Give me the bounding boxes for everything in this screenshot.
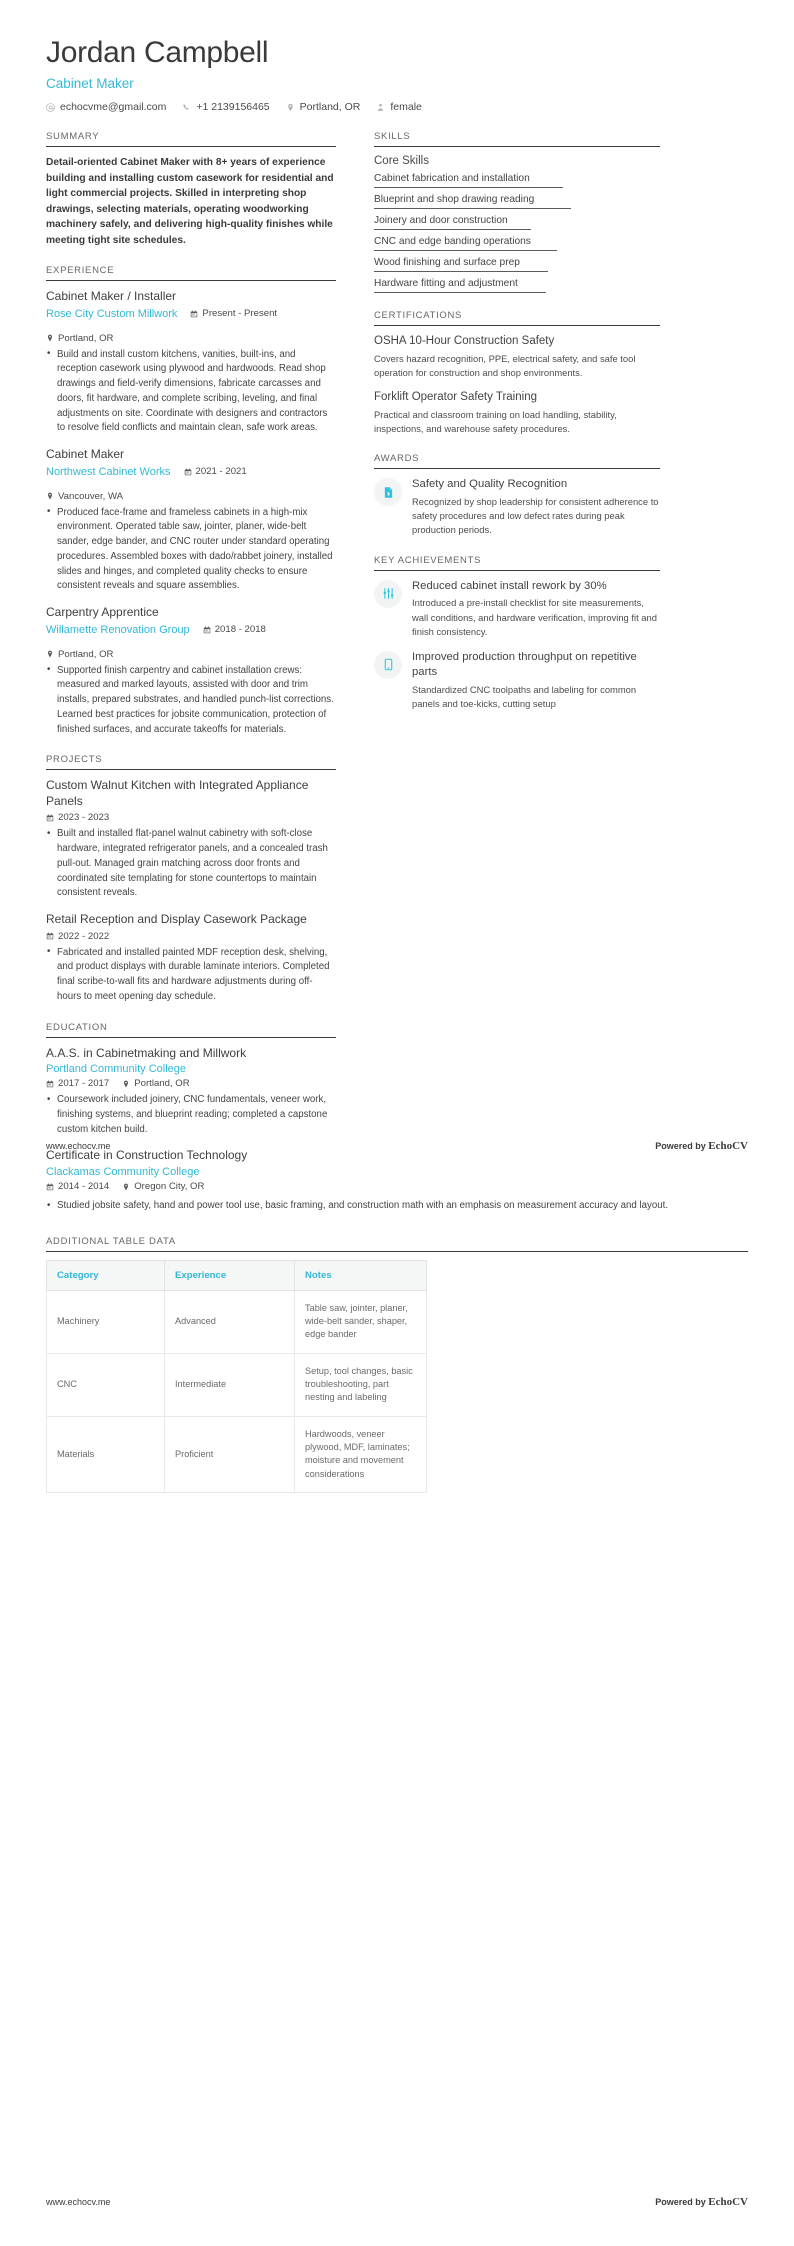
icon-row-title: Safety and Quality Recognition [412, 478, 568, 491]
entry-title: A.A.S. in Cabinetmaking and Millwork [46, 1045, 247, 1060]
list-item: • Supported finish carpentry and cabinet installation crews: measured and marked layouts, assisted with door and trim installs, prepared substrates, and handled punch-list corrections. Learned best practices for jobsite communication, protection of finished surfaces, and accurate takeoffs for materials. [46, 664, 336, 738]
entry-dates: 2023 - 2023 [46, 812, 109, 823]
skill-item [374, 173, 660, 188]
skills-group-label: Core Skills [374, 155, 429, 167]
experience-heading: EXPERIENCE [46, 265, 336, 281]
table-cell: Table saw, jointer, planer, wide-belt sander, shaper, edge bander [295, 1290, 427, 1353]
list-item: • Build and install custom kitchens, vanities, built-ins, and reception casework using plywood and hardwoods. Read shop drawings and field-verify dimensions, fabricate carcasses and doors, fit hardware, and complete scribing, leveling, and final adjustments on site. Coordinate with designers and contractors to resolve field conflicts and maintain clean, safe work areas. [46, 348, 336, 436]
skills-heading: SKILLS [374, 131, 660, 147]
continuation-block [0, 1195, 794, 1493]
experience-entry [46, 447, 336, 594]
entry-bullets [46, 506, 336, 594]
skill-item [374, 278, 660, 293]
skill-item [374, 194, 660, 209]
experience-entry [46, 289, 336, 436]
section-experience [46, 265, 336, 737]
contact-phone[interactable] [182, 101, 269, 113]
list-item: • Studied jobsite safety, hand and power tool use, basic framing, and construction math with an emphasis on measurement accuracy and layout. [46, 1199, 748, 1214]
entry-dates: 2014 - 2014 [46, 1181, 109, 1192]
skill-level-bar [374, 271, 548, 272]
table-row [47, 1290, 427, 1353]
certifications-heading: CERTIFICATIONS [374, 310, 660, 326]
entry-dates: 2022 - 2022 [46, 931, 109, 942]
skill-item [374, 257, 660, 272]
calendar-icon [46, 814, 54, 822]
entry-organization[interactable]: Willamette Renovation Group [46, 623, 190, 636]
entry-meta [46, 1181, 336, 1192]
list-item: • Produced face-frame and frameless cabinets in a high-mix environment. Operated table saw, jointer, planer, wide-belt sander, edge bander, and CNC router under standard operating procedures. Assembled boxes with dado/rabbet joinery, installed slides and hinges, and completed quality checks to ensure consistent reveals and square assemblies. [46, 506, 336, 594]
tablet-icon [374, 651, 402, 679]
entry-title: Retail Reception and Display Casework Package [46, 912, 307, 927]
contact-gender[interactable] [376, 101, 422, 113]
footer-brand-name: EchoCV [708, 1140, 748, 1152]
skill-item [374, 215, 660, 230]
skill-label: Joinery and door construction [374, 215, 508, 226]
entry-title: Carpentry Apprentice [46, 605, 159, 619]
entry-organization[interactable]: Clackamas Community College [46, 1166, 200, 1179]
location-pin-icon [122, 1183, 130, 1191]
sliders-icon [382, 587, 395, 600]
skill-level-bar [374, 229, 531, 230]
phone-icon [182, 103, 191, 112]
icon-row-body [412, 579, 660, 639]
entry-location: Vancouver, WA [46, 491, 123, 502]
contact-email-value: echocvme@gmail.com [60, 101, 167, 113]
table-cell: Hardwoods, veneer plywood, MDF, laminates; moisture and movement considerations [295, 1416, 427, 1492]
document-award-icon [374, 478, 402, 506]
list-item: • Built and installed flat-panel walnut cabinetry with soft-close hardware, integrated refrigerator panels, and a concealed trash pull-out. Managed grain matching across door fronts and coordinated site templating for stone countertops to maintain consistent reveals. [46, 827, 336, 901]
entry-bullets [46, 827, 336, 901]
experience-list [46, 289, 336, 737]
entry-location: Portland, OR [122, 1078, 189, 1089]
contact-location-value: Portland, OR [299, 101, 361, 113]
section-additional-table [46, 1236, 748, 1493]
projects-heading: PROJECTS [46, 754, 336, 770]
entry-meta [46, 931, 336, 942]
certification-name: OSHA 10-Hour Construction Safety [374, 335, 555, 347]
education-heading: EDUCATION [46, 1022, 336, 1038]
section-key-achievements [374, 555, 660, 711]
entry-title: Certificate in Construction Technology [46, 1148, 248, 1163]
entry-dates: 2017 - 2017 [46, 1078, 109, 1089]
additional-table-heading: ADDITIONAL TABLE DATA [46, 1236, 748, 1252]
footer-site-url[interactable]: www.echocv.me [46, 1141, 111, 1151]
table-column-header: Notes [295, 1260, 427, 1290]
footer-brand [655, 2196, 748, 2208]
location-pin-icon [46, 492, 54, 500]
entry-location: Portland, OR [46, 333, 113, 344]
education-entry [46, 1046, 336, 1138]
entry-meta [46, 624, 336, 660]
entry-title: Custom Walnut Kitchen with Integrated Appliance Panels [46, 778, 309, 808]
projects-list [46, 778, 336, 1004]
footer-powered-by-label: Powered by [655, 1141, 709, 1151]
section-awards [374, 453, 660, 537]
table-header-row [47, 1260, 427, 1290]
page-footer-1 [46, 1140, 748, 1152]
summary-text: Detail-oriented Cabinet Maker with 8+ years of experience building and installing custom casework for residential and light commercial projects. Skilled in interpreting shop drawings, selecting materials, operating woodworking machinery safely, and delivering high-quality finishes while meeting tight site schedules. [46, 157, 334, 246]
table-column-header: Experience [165, 1260, 295, 1290]
entry-dates: 2021 - 2021 [184, 466, 247, 477]
entry-bullets [46, 946, 336, 1005]
table-column-header: Category [47, 1260, 165, 1290]
skills-list [374, 173, 660, 293]
footer-powered-by-label: Powered by [655, 2197, 709, 2207]
entry-meta [46, 308, 336, 344]
footer-brand-name: EchoCV [708, 2196, 748, 2208]
section-skills [374, 131, 660, 293]
email-icon [46, 103, 55, 112]
table-cell: Setup, tool changes, basic troubleshooting, part nesting and labeling [295, 1353, 427, 1416]
additional-data-table [46, 1260, 427, 1493]
table-cell: Proficient [165, 1416, 295, 1492]
skill-level-bar [374, 292, 546, 293]
footer-site-url[interactable]: www.echocv.me [46, 2197, 111, 2207]
table-cell: Materials [47, 1416, 165, 1492]
tablet-icon [382, 658, 395, 671]
key-achievements-heading: KEY ACHIEVEMENTS [374, 555, 660, 571]
icon-row [374, 650, 660, 711]
table-cell: Advanced [165, 1290, 295, 1353]
table-row [47, 1416, 427, 1492]
entry-bullets [46, 1093, 336, 1137]
right-column [374, 131, 660, 728]
person-icon [376, 103, 385, 112]
icon-row-title: Reduced cabinet install rework by 30% [412, 579, 607, 592]
icon-row-description: Standardized CNC toolpaths and labeling for common panels and toe-kicks, cutting setup [412, 683, 637, 709]
skill-label: CNC and edge banding operations [374, 236, 531, 247]
icon-row [374, 579, 660, 639]
section-summary [46, 131, 336, 248]
icon-row-body [412, 650, 660, 711]
experience-entry [46, 605, 336, 737]
skill-label: Blueprint and shop drawing reading [374, 194, 535, 205]
sliders-icon [374, 580, 402, 608]
icon-row-title: Improved production throughput on repetitive parts [412, 650, 637, 678]
left-column [46, 131, 336, 1209]
education-list [46, 1046, 336, 1192]
certification-item [374, 334, 660, 380]
project-entry [46, 778, 336, 901]
certification-name: Forklift Operator Safety Training [374, 391, 537, 404]
location-pin-icon [46, 650, 54, 658]
entry-title: Cabinet Maker / Installer [46, 289, 177, 303]
page-footer-2 [46, 2196, 748, 2208]
calendar-icon [46, 1080, 54, 1088]
entry-organization[interactable]: Rose City Custom Millwork [46, 307, 178, 320]
achievements-list [374, 579, 660, 711]
icon-row-body [412, 477, 660, 537]
calendar-icon [184, 468, 192, 476]
awards-heading: AWARDS [374, 453, 660, 469]
skill-level-bar [374, 187, 563, 188]
awards-list [374, 477, 660, 537]
icon-row-description: Introduced a pre-install checklist for site measurements, wall conditions, and hardware verification, improving fit and finish consistency. [412, 597, 657, 637]
calendar-icon [46, 1183, 54, 1191]
contact-location[interactable] [286, 101, 361, 113]
table-cell: CNC [47, 1353, 165, 1416]
table-cell: Machinery [47, 1290, 165, 1353]
table-body [47, 1290, 427, 1492]
education-entry [46, 1148, 336, 1192]
document-award-icon [382, 486, 395, 499]
project-entry [46, 912, 336, 1005]
contact-email[interactable] [46, 101, 166, 113]
skill-level-bar [374, 250, 557, 251]
contact-phone-value: +1 2139156465 [196, 101, 270, 113]
entry-title: Cabinet Maker [46, 447, 125, 461]
entry-dates: Present - Present [190, 308, 277, 319]
section-certifications [374, 310, 660, 436]
certification-item [374, 390, 660, 436]
entry-bullets [46, 664, 336, 738]
resume-header [0, 0, 794, 113]
table-row [47, 1353, 427, 1416]
skill-label: Wood finishing and surface prep [374, 257, 520, 268]
certification-description: Covers hazard recognition, PPE, electrical safety, and safe tool operation for construction and shop environments. [374, 352, 636, 379]
icon-row [374, 477, 660, 537]
skill-item [374, 236, 660, 251]
footer-brand [655, 1140, 748, 1152]
certification-description: Practical and classroom training on load handling, stability, inspections, and warehouse safety procedures. [374, 409, 617, 435]
entry-meta [46, 812, 336, 823]
contact-gender-value: female [390, 101, 422, 113]
entry-bullets [46, 348, 336, 436]
skill-level-bar [374, 208, 571, 209]
icon-row-description: Recognized by shop leadership for consistent adherence to safety procedures and low defect rates during peak production periods. [412, 496, 659, 536]
resume-columns [0, 113, 794, 1209]
entry-organization[interactable]: Northwest Cabinet Works [46, 465, 171, 478]
list-item: • Fabricated and installed painted MDF reception desk, shelving, and product displays with durable laminate interiors. Completed final scribe-to-wall fits and hardware adjustments during off-hours to meet opening day schedule. [46, 946, 336, 1005]
list-item: • Coursework included joinery, CNC fundamentals, veneer work, finishing systems, and blueprint reading; completed a capstone custom kitchen build. [46, 1093, 336, 1137]
candidate-name: Jordan Campbell [46, 36, 269, 69]
skill-label: Cabinet fabrication and installation [374, 173, 530, 184]
entry-location: Oregon City, OR [122, 1181, 204, 1192]
section-education [46, 1022, 336, 1192]
entry-organization[interactable]: Portland Community College [46, 1063, 187, 1076]
calendar-icon [46, 932, 54, 940]
trailing-bullet-list [46, 1199, 748, 1214]
table-cell: Intermediate [165, 1353, 295, 1416]
calendar-icon [190, 310, 198, 318]
entry-meta [46, 466, 336, 502]
certifications-list [374, 334, 660, 436]
entry-dates: 2018 - 2018 [203, 624, 266, 635]
location-pin-icon [122, 1080, 130, 1088]
location-pin-icon [46, 334, 54, 342]
summary-heading: SUMMARY [46, 131, 336, 147]
calendar-icon [203, 626, 211, 634]
section-projects [46, 754, 336, 1004]
location-pin-icon [286, 103, 295, 112]
entry-location: Portland, OR [46, 649, 113, 660]
contact-row [46, 101, 748, 113]
entry-meta [46, 1078, 336, 1089]
candidate-job-title: Cabinet Maker [46, 76, 134, 91]
skill-label: Hardware fitting and adjustment [374, 278, 518, 289]
